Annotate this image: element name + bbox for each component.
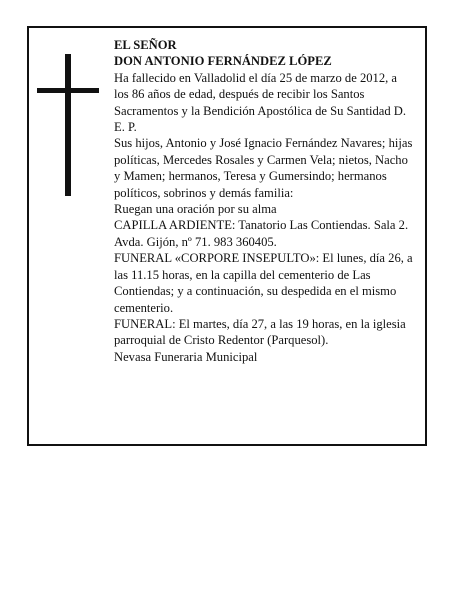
- cross-vertical-bar: [65, 54, 71, 196]
- deceased-name: DON ANTONIO FERNÁNDEZ LÓPEZ: [114, 54, 332, 69]
- notice-title: EL SEÑOR: [114, 38, 177, 52]
- funeral-home: Nevasa Funeraria Municipal: [114, 349, 258, 364]
- family-list: Sus hijos, Antonio y José Ignacio Fernández Navares; hijas políticas, Mercedes Rosales y Carmen Vela; nietos, Nacho y Mamen; hermanos, Teresa y Gumersindo; hermanos políticos, sobrinos y demás familia:: [114, 136, 413, 200]
- prayer-request: Ruegan una oración por su alma: [114, 202, 277, 217]
- death-announcement: Ha fallecido en Valladolid el día 25 de marzo de 2012, a los 86 años de edad, después de recibir los Santos Sacramentos y la Bendición Apostólica de Su Santidad D. E. P.: [114, 70, 407, 135]
- cross-horizontal-bar: [37, 88, 99, 93]
- chapel-info: CAPILLA ARDIENTE: Tanatorio Las Contiendas. Sala 2. Avda. Gijón, nº 71. 983 360405.: [114, 218, 409, 249]
- obituary-text: [114, 37, 414, 365]
- funeral-mass: FUNERAL: El martes, día 27, a las 19 horas, en la iglesia parroquial de Cristo Redentor (Parquesol).: [114, 316, 406, 348]
- cross-icon: [37, 54, 99, 196]
- funeral-corpore-insepulto: FUNERAL «CORPORE INSEPULTO»: El lunes, día 26, a las 11.15 horas, en la capilla del cementerio de Las Contiendas; y a continuación, su despedida en el mismo cementerio.: [114, 251, 413, 315]
